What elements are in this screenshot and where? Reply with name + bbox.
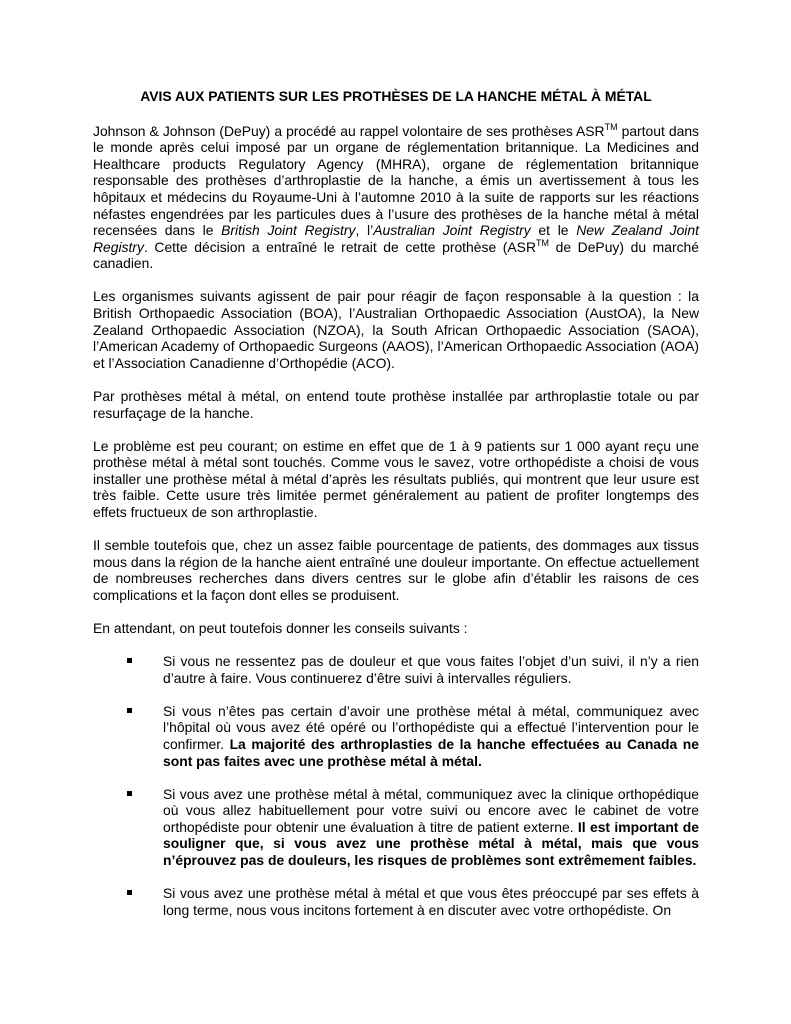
paragraph-incidence: Le problème est peu courant; on estime en effet que de 1 à 9 patients sur 1 000 ayant reçu une prothèse métal à métal sont touchés. Comme vous le savez, votre orthopédiste a choisi de vous installer une prothèse métal à métal d’après les résultats publiés, qui montrent que leur usure est très faible. Cette usure très limitée permet généralement au patient de profiter longtemps des effets fructueux de son arthroplastie. bbox=[93, 437, 699, 520]
list-item bbox=[93, 703, 699, 769]
list-item-bold-text: La majorité des arthroplasties de la hanche effectuées au Canada ne sont pas faites avec une prothèse métal à métal. bbox=[163, 735, 700, 769]
list-item-text: Si vous ne ressentez pas de douleur et que vous faites l’objet d’un suivi, il n’y a rien d’autre à faire. Vous continuerez d’être suivi à intervalles réguliers. bbox=[163, 653, 699, 686]
advice-list bbox=[93, 653, 699, 918]
bullet-icon bbox=[127, 791, 132, 796]
trademark-superscript: TM bbox=[604, 121, 618, 132]
bullet-icon bbox=[127, 890, 132, 895]
list-item bbox=[93, 653, 699, 686]
list-item bbox=[93, 786, 699, 869]
trademark-superscript: TM bbox=[535, 237, 549, 248]
paragraph-complications: Il semble toutefois que, chez un assez faible pourcentage de patients, des dommages aux tissus mous dans la région de la hanche aient entraîné une douleur importante. On effectue actuellement de nombreuses recherches dans divers centres sur le globe afin d’établir les raisons de ces complications et la façon dont elles se produisent. bbox=[93, 537, 699, 603]
paragraph-text: et le bbox=[530, 222, 577, 239]
paragraph-organizations: Les organismes suivants agissent de pair pour réagir de façon responsable à la question : la British Orthopaedic Association (BOA), l’Australian Orthopaedic Association (AustOA), la New Zealand Orthopaedic Association (NZOA), la South African Orthopaedic Association (SAOA), l’American Academy of Orthopaedic Surgeons (AAOS), l’American Orthopaedic Association (AOA) et l’Association Canadienne d’Orthopédie (ACO). bbox=[93, 288, 699, 371]
registry-name: British Joint Registry bbox=[221, 222, 356, 239]
paragraph-text: . Cette décision a entraîné le retrait de cette prothèse (ASR bbox=[143, 238, 536, 255]
paragraph-definition: Par prothèses métal à métal, on entend toute prothèse installée par arthroplastie totale ou par resurfaçage de la hanche. bbox=[93, 387, 699, 421]
paragraph-text: , l’ bbox=[355, 222, 374, 239]
bullet-icon bbox=[127, 708, 132, 713]
list-item-text: Si vous n’êtes pas certain d’avoir une prothèse métal à métal, communiquez avec l’hôpital où vous avez été opéré ou l’orthopédiste qui a effectué l’intervention pour le confirmer. bbox=[163, 702, 699, 752]
document-page bbox=[93, 88, 699, 935]
paragraph-advice-intro: En attendant, on peut toutefois donner les conseils suivants : bbox=[93, 619, 468, 636]
paragraph-text: partout dans le monde après celui imposé par un organe de réglementation britannique. La Medicines and Healthcare products Regulatory Agency (MHRA), organe de réglementation britannique responsable des prothèses d’arthroplastie de la hanche, a émis un avertissement à tous les hôpitaux et médecins du Royaume-Uni à l’automne 2010 à la suite de rapports sur les réactions néfastes engendrées par les particules dues à l’usure des prothèses de la hanche métal à métal recensées dans le bbox=[93, 122, 699, 239]
list-item-text: Si vous avez une prothèse métal à métal et que vous êtes préoccupé par ses effets à long terme, nous vous incitons fortement à en discuter avec votre orthopédiste. On bbox=[163, 885, 699, 918]
paragraph-text: de DePuy) du marché canadien. bbox=[93, 238, 699, 272]
bullet-icon bbox=[127, 658, 132, 663]
registry-name: Australian Joint Registry bbox=[373, 222, 531, 239]
list-item-bold-text: Il est important de souligner que, si vous avez une prothèse métal à métal, mais que vous n’éprouvez pas de douleurs, les risques de problèmes sont extrêmement faibles. bbox=[163, 818, 699, 868]
document-title: AVIS AUX PATIENTS SUR LES PROTHÈSES DE LA HANCHE MÉTAL À MÉTAL bbox=[140, 88, 652, 104]
paragraph-recall bbox=[93, 123, 699, 272]
registry-name: New Zealand Joint Registry bbox=[93, 222, 699, 255]
paragraph-text: Johnson & Johnson (DePuy) a procédé au rappel volontaire de ses prothèses ASR bbox=[93, 122, 605, 139]
list-item bbox=[93, 885, 699, 918]
list-item-text: Si vous avez une prothèse métal à métal, communiquez avec la clinique orthopédique où vous allez habituellement pour votre suivi ou encore avec le cabinet de votre orthopédiste pour obtenir une évaluation à titre de patient externe. bbox=[163, 785, 699, 835]
